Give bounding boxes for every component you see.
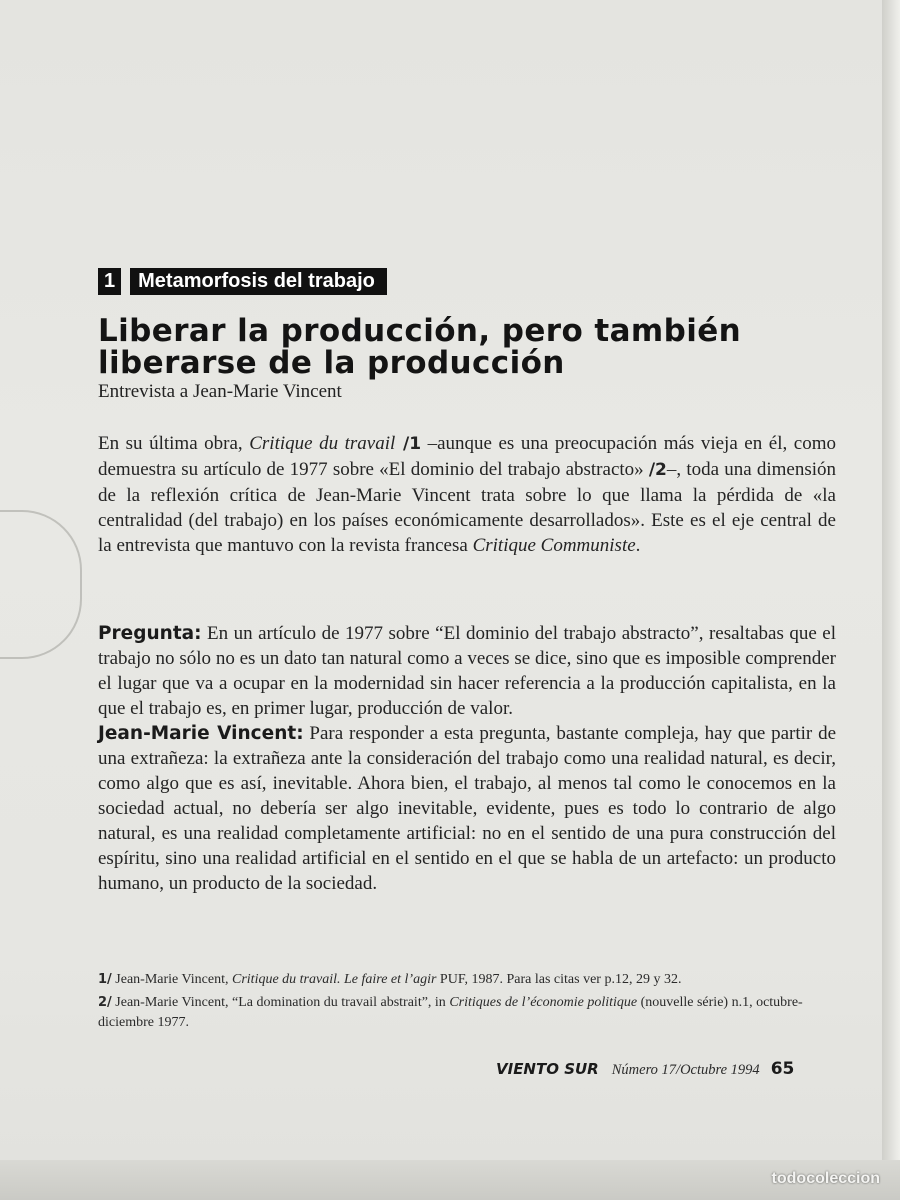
page-footer [496,1059,794,1079]
footnote-1 [98,970,836,990]
footnote-1-ref: 1/ [98,972,112,987]
article-subtitle: Entrevista a Jean-Marie Vincent [98,381,342,402]
interview-body [98,621,836,896]
answer-text: Para responder a esta pregunta, bastante compleja, hay que partir de una extrañeza: la extrañeza ante la consideración del trabajo como una realidad natural, es decir, como algo que es así, inevitable. Ahora bien, el trabajo, al menos tal como le conocemos en la sociedad actual, no debería ser algo inevitable, evidente, pues es todo lo contrario de algo natural, es una realidad completamente artificial: no en el sentido de una pura construcción del espíritu, sino una realidad artificial en el sentido en el que se habla de un artefacto: un producto humano, un producto de la sociedad. [98,723,836,894]
headline-line-1: Liberar la producción, pero también [98,313,742,349]
footnote-1-title: Critique du travail. Le faire et l’agir [232,972,437,987]
article-headline [98,315,838,379]
intro-text-4: . [635,535,641,556]
footnote-2-rest: (nouvelle série) n.1, octubre-diciembre 1977. [98,995,803,1030]
intro-paragraph [98,431,836,558]
section-header [98,268,387,295]
section-title: Metamorfosis del trabajo [130,268,387,295]
watermark: todocoleccion [771,1170,880,1187]
footnote-2-text: Jean-Marie Vincent, “La domination du travail abstrait”, in [111,995,450,1010]
book-title: Critique du travail [249,433,396,454]
footnote-2-title: Critiques de l’économie politique [449,995,638,1010]
page-stack-edge [0,1160,900,1200]
footnotes [98,970,836,1036]
intro-text-3: –, toda una dimensión de la reflexión crítica de Jean-Marie Vincent trata sobre lo que llama la pérdida de «la centralidad (del trabajo) en los países económicamente desarrollados». Este es el eje central de la entrevista que mantuvo con la revista francesa [98,459,836,556]
footnote-2-ref: 2/ [98,995,112,1010]
footnote-ref-2: /2 [648,460,667,480]
footer-issue: Número 17/Octubre 1994 [611,1062,760,1078]
question-text: En un artículo de 1977 sobre “El dominio del trabajo abstracto”, resaltabas que el trabajo no sólo no es un dato tan natural como a veces se dice, sino que es imposible comprender el lugar que va a ocupar en la modernidad sin hacer referencia a la producción capitalista, en la que el trabajo es, en primer lugar, producción de valor. [98,623,836,719]
footer-magazine: VIENTO SUR [496,1060,599,1078]
page-edge [882,0,900,1200]
intro-text-2: –aunque es una preocupación más vieja en él, como demuestra su artículo de 1977 sobre «El dominio del trabajo abstracto» [98,433,836,480]
answer-paragraph [98,721,836,896]
footnote-1-text: Jean-Marie Vincent, [111,972,232,987]
answer-label: Jean-Marie Vincent: [98,723,304,744]
question-paragraph [98,621,836,721]
footnote-2 [98,993,836,1033]
question-label: Pregunta: [98,623,202,644]
footnote-ref-1: /1 [395,434,422,454]
intro-text-1: En su última obra, [98,433,250,454]
page-number: 65 [770,1059,795,1079]
headline-line-2: liberarse de la producción [98,345,565,381]
footnote-1-rest: PUF, 1987. Para las citas ver p.12, 29 y 32. [436,972,682,987]
section-number: 1 [98,268,121,295]
magazine-title: Critique Communiste [472,535,636,556]
paper-fold-mark [0,510,82,659]
